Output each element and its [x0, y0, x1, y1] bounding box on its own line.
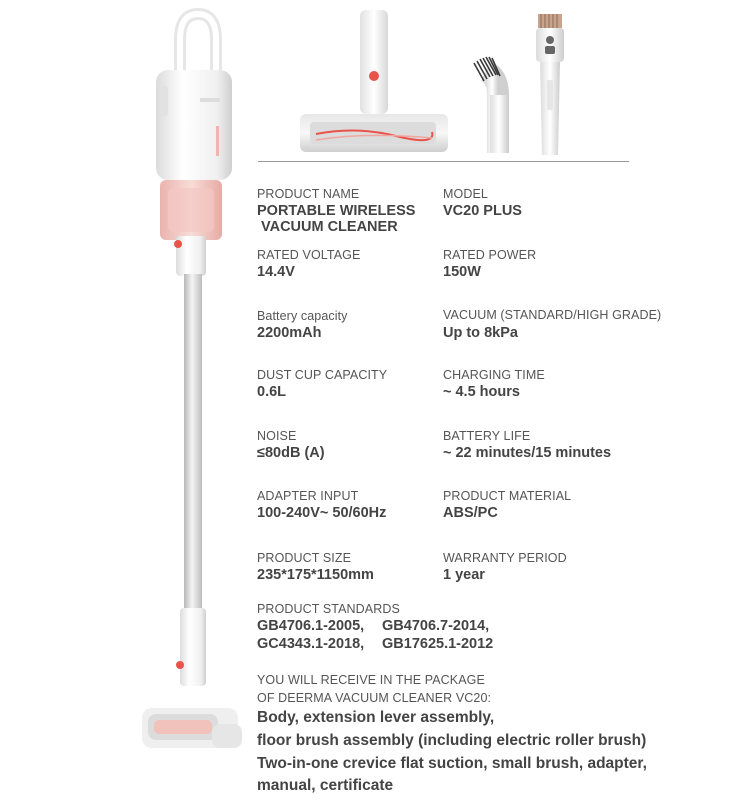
- standard-1: GB4706.1-2005,: [257, 618, 365, 634]
- crevice-tool-attachment: [530, 10, 570, 155]
- small-brush-attachment: [468, 55, 524, 155]
- section-divider: [258, 161, 629, 162]
- adapter-input-value: 100-240V~ 50/60Hz: [257, 505, 387, 521]
- product-size-label: PRODUCT SIZE: [257, 551, 352, 565]
- warranty-value: 1 year: [443, 567, 485, 583]
- vacuum-cleaner-illustration: [140, 8, 250, 758]
- charging-time-label: CHARGING TIME: [443, 368, 545, 382]
- rated-voltage-value: 14.4V: [257, 264, 295, 280]
- package-label-line1: YOU WILL RECEIVE IN THE PACKAGE: [257, 673, 485, 687]
- product-material-value: ABS/PC: [443, 505, 498, 521]
- noise-label: NOISE: [257, 429, 297, 443]
- model-value: VC20 PLUS: [443, 203, 522, 219]
- product-size-value: 235*175*1150mm: [257, 567, 374, 583]
- floor-brush-head: [296, 10, 452, 154]
- battery-capacity-label: Battery capacity: [257, 309, 348, 323]
- product-name-value-line2: VACUUM CLEANER: [261, 219, 398, 235]
- vacuum-value: Up to 8kPa: [443, 325, 518, 341]
- battery-capacity-value: 2200mAh: [257, 325, 322, 341]
- vacuum-label: VACUUM (STANDARD/HIGH GRADE): [443, 308, 662, 322]
- charging-time-value: ~ 4.5 hours: [443, 384, 520, 400]
- rated-power-label: RATED POWER: [443, 248, 537, 262]
- dust-cup-value: 0.6L: [257, 384, 287, 400]
- package-item: manual, certificate: [257, 777, 394, 794]
- package-item: Two-in-one crevice flat suction, small brush, adapter,: [257, 755, 647, 772]
- warranty-label: WARRANTY PERIOD: [443, 551, 567, 565]
- noise-value: ≤80dB (A): [257, 445, 325, 461]
- standard-3: GC4343.1-2018,: [257, 636, 365, 652]
- standard-4: GB17625.1-2012: [382, 636, 494, 652]
- package-item: floor brush assembly (including electric roller brush): [257, 732, 647, 749]
- model-label: MODEL: [443, 187, 488, 201]
- package-label-line2: OF DEERMA VACUUM CLEANER VC20:: [257, 691, 492, 705]
- adapter-input-label: ADAPTER INPUT: [257, 489, 359, 503]
- standard-2: GB4706.7-2014,: [382, 618, 490, 634]
- product-name-label: PRODUCT NAME: [257, 187, 360, 201]
- rated-power-value: 150W: [443, 264, 481, 280]
- package-item: Body, extension lever assembly,: [257, 709, 495, 726]
- product-name-value-line1: PORTABLE WIRELESS: [257, 203, 416, 219]
- rated-voltage-label: RATED VOLTAGE: [257, 248, 361, 262]
- dust-cup-label: DUST CUP CAPACITY: [257, 368, 388, 382]
- standards-label: PRODUCT STANDARDS: [257, 602, 400, 616]
- product-material-label: PRODUCT MATERIAL: [443, 489, 572, 503]
- battery-life-label: BATTERY LIFE: [443, 429, 531, 443]
- battery-life-value: ~ 22 minutes/15 minutes: [443, 445, 612, 461]
